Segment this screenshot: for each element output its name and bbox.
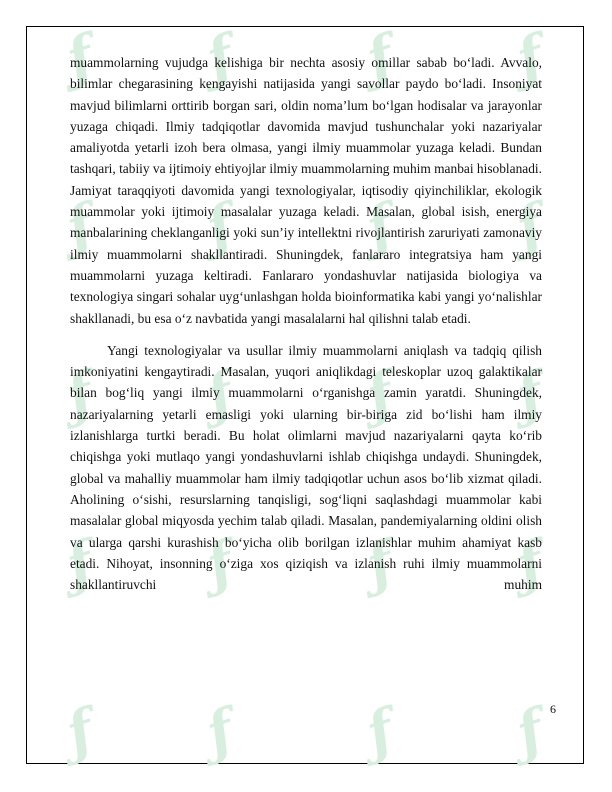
paragraph-2: Yangi texnologiyalar va usullar ilmiy muammolarni aniqlash va tadqiq qilish imkoniyatini kengaytiradi. Masalan, yuqori aniqlikdagi teleskoplar uzoq galaktikalar bilan bog‘liq yangi ilmiy muammolarni o‘rganishga zamin yaratdi. Shuningdek, nazariyalarning yetarli emasligi yoki ularning bir-biriga zid bo‘lishi ham ilmiy izlanishlarga turtki beradi. Bu holat olimlarni mavjud nazariyalarni qayta ko‘rib chiqishga yoki mutlaqo yangi yondashuvlarni ishlab chiqishga undaydi. Shuningdek, global va mahalliy muammolar ham ilmiy tadqiqotlar uchun asos bo‘lib xizmat qiladi. Aholining o‘sishi, resurslarning tanqisligi, sog‘liqni saqlashdagi muammolar kabi masalalar global miqyosda yechim talab qiladi. Masalan, pandemiyalarning oldini olish va ularga qarshi kurashish bo‘yicha olib borilgan izlanishlar muhim ahamiyat kasb etadi. Nihoyat, insonning o‘ziga xos qiziqish va izlanish ruhi ilmiy muammolarni shakllantiruvchi muhim xyxy=(70,342,542,593)
watermark-logo: ƒ xyxy=(58,191,102,262)
page-number: 6 xyxy=(550,702,556,716)
watermark-logo: ƒ xyxy=(508,22,552,94)
watermark-logo: ƒ xyxy=(198,528,242,599)
watermark-logo: ƒ xyxy=(508,528,552,599)
watermark-logo: ƒ xyxy=(508,191,552,262)
watermark-logo: ƒ xyxy=(508,696,552,768)
watermark-logo: ƒ xyxy=(58,696,102,768)
watermark-logo: ƒ xyxy=(198,191,242,262)
watermark-logo: ƒ xyxy=(358,528,402,599)
watermark-logo: ƒ xyxy=(198,696,242,768)
paragraph-1: muammolarning vujudga kelishiga bir nechta asosiy omillar sabab bo‘ladi. Avvalo, bilimlar chegarasining kengayishi natijasida yangi savollar paydo bo‘ladi. Insoniyat mavjud bilimlarni orttirib borgan sari, oldin noma’lum bo‘lgan hodisalar va jarayonlar yuzaga chiqadi. Ilmiy tadqiqotlar davomida mavjud tushunchalar yoki nazariyalar amaliyotda yetarli izoh bera olmasa, yangi ilmiy muammolar yuzaga keladi. Bundan tashqari, tabiiy va ijtimoiy ehtiyojlar ilmiy muammolarning muhim manbai hisoblanadi. Jamiyat taraqqiyoti davomida yangi texnologiyalar, iqtisodiy qiyinchiliklar, ekologik muammolar yoki ijtimoiy masalalar yuzaga keladi. Masalan, global isish, energiya manbalarining cheklanganligi yoki sun’iy intellektni rivojlantirish zaruriyati zamonaviy ilmiy muammolarni shakllantiradi. Shuningdek, fanlararo integratsiya ham yangi muammolarni yuzaga keltiradi. Fanlararo yondashuvlar natijasida biologiya va texnologiya singari sohalar uyg‘unlashgan holda bioinformatika kabi yangi yo‘nalishlar shakllanadi, bu esa o‘z navbatida yangi masalalarni hal qilishni talab etadi. xyxy=(70,55,542,326)
watermark-logo: ƒ xyxy=(198,359,242,431)
watermark-logo: ƒ xyxy=(198,22,242,94)
watermark-logo: ƒ xyxy=(358,359,402,431)
watermark-logo: ƒ xyxy=(508,359,552,431)
watermark-logo: ƒ xyxy=(58,528,102,599)
watermark-logo: ƒ xyxy=(358,191,402,262)
watermark-logo: ƒ xyxy=(58,359,102,431)
watermark-logo: ƒ xyxy=(358,696,402,768)
watermark-logo: ƒ xyxy=(358,22,402,94)
watermark-logo: ƒ xyxy=(58,22,102,94)
document-body xyxy=(70,52,542,599)
